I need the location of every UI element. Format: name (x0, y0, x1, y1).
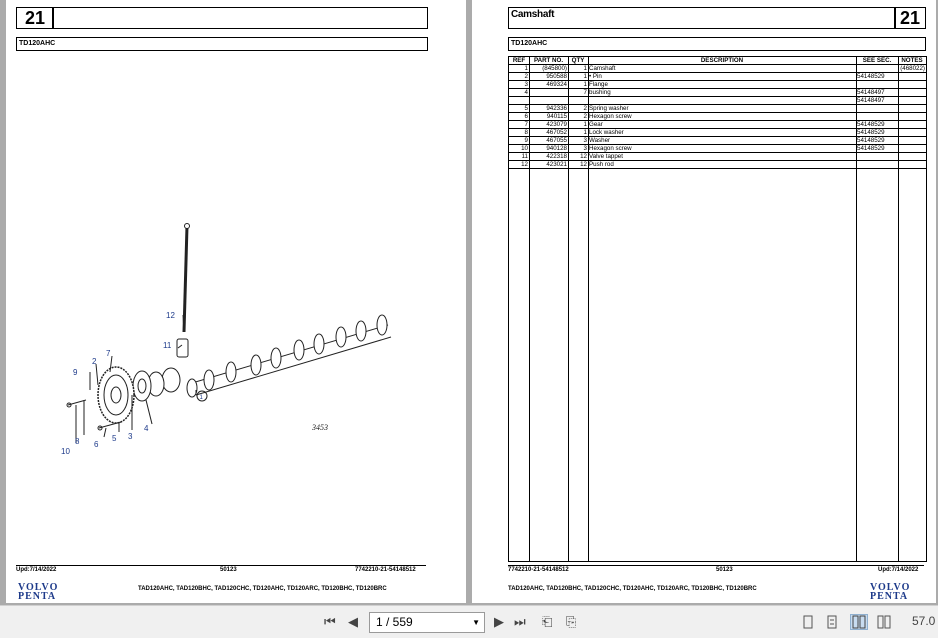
cell-see-sec: 54148529 (856, 129, 898, 137)
model-box (508, 37, 926, 51)
two-page-mode-icon[interactable] (850, 614, 868, 630)
col-part-no: PART NO. (529, 57, 568, 65)
cell-description: Flange (588, 81, 856, 89)
viewer-toolbar (0, 605, 938, 638)
cell-see-sec (856, 161, 898, 169)
cell-qty: 1 (568, 73, 588, 81)
cell-qty: 1 (568, 129, 588, 137)
cell-description: Valve tappet (588, 153, 856, 161)
cell-qty: 3 (568, 137, 588, 145)
cell-part-no: 469324 (529, 81, 568, 89)
cell-see-sec: 54148529 (856, 121, 898, 129)
exploded-diagram (6, 50, 466, 520)
footer-updated: Upd:7/14/2022 (16, 567, 57, 573)
cell-part-no: 422318 (529, 153, 568, 161)
cell-see-sec: 54148497 (856, 97, 898, 105)
footer-doc-no: 50123 (220, 567, 237, 573)
callout-4: 4 (144, 424, 149, 433)
cell-ref: 9 (509, 137, 529, 145)
cell-description: bushing (588, 89, 856, 97)
callout-7: 7 (106, 349, 111, 358)
next-page-icon[interactable]: ▶ (494, 614, 504, 629)
last-page-icon[interactable]: ⏭ (514, 614, 526, 629)
cell-ref: 3 (509, 81, 529, 89)
cell-see-sec: 54148497 (856, 89, 898, 97)
logo-word-penta: PENTA (870, 591, 909, 602)
cell-ref: 1 (509, 65, 529, 73)
cell-description: • Pin (588, 73, 856, 81)
title-box (508, 7, 896, 29)
cell-part-no: 940128 (529, 145, 568, 153)
callout-6: 6 (94, 440, 99, 449)
col-notes: NOTES (898, 57, 926, 65)
table-row (509, 137, 926, 145)
cell-notes: (468022) (898, 65, 926, 73)
table-row (509, 89, 926, 97)
cell-qty: 1 (568, 121, 588, 129)
cell-part-no: 423021 (529, 161, 568, 169)
diagram-code: 3453 (312, 423, 328, 432)
table-row (509, 81, 926, 89)
callout-3: 3 (128, 432, 133, 441)
cell-notes (898, 121, 926, 129)
cell-part-no: 942336 (529, 105, 568, 113)
right-page (472, 0, 936, 603)
cell-description: Hexagon screw (588, 145, 856, 153)
cell-qty: 12 (568, 153, 588, 161)
footer-rule (16, 565, 426, 566)
col-ref: REF (509, 57, 529, 65)
volvo-penta-logo (870, 583, 910, 601)
page-number-box (894, 7, 926, 29)
table-row (509, 129, 926, 137)
cell-notes (898, 129, 926, 137)
cell-notes (898, 105, 926, 113)
cell-description: Camshaft (588, 65, 856, 73)
footer-rule (508, 565, 924, 566)
cell-part-no: 467052 (529, 129, 568, 137)
cell-notes (898, 113, 926, 121)
cell-ref: 4 (509, 89, 529, 97)
table-row (509, 113, 926, 121)
cell-notes (898, 97, 926, 105)
cell-ref: 6 (509, 113, 529, 121)
footer-part-ref: 7742210-21-54148512 (355, 567, 416, 573)
parts-table (508, 56, 927, 562)
logo-word-penta: PENTA (18, 591, 57, 602)
go-forward-icon[interactable]: ⎘ (566, 614, 577, 629)
model-label: TD120AHC (511, 40, 548, 47)
cell-description (588, 97, 856, 105)
page-number: 21 (24, 8, 46, 28)
cell-ref: 7 (509, 121, 529, 129)
table-row (509, 153, 926, 161)
cell-qty (568, 97, 588, 105)
cell-notes (898, 89, 926, 97)
callout-10: 10 (61, 447, 70, 456)
page-number: 21 (899, 8, 921, 28)
callout-11: 11 (163, 341, 172, 350)
cell-notes (898, 145, 926, 153)
table-row (509, 65, 926, 73)
single-page-mode-icon[interactable] (800, 615, 816, 629)
callout-9: 9 (73, 368, 78, 377)
volvo-penta-logo (18, 583, 58, 601)
cell-notes (898, 161, 926, 169)
table-row (509, 161, 926, 169)
cell-ref: 11 (509, 153, 529, 161)
cell-part-no (529, 89, 568, 97)
cell-description: Push rod (588, 161, 856, 169)
logo-word-volvo: VOLVO (18, 582, 59, 593)
chevron-down-icon: ▼ (472, 618, 480, 627)
cell-notes (898, 137, 926, 145)
previous-page-icon[interactable]: ◀ (348, 614, 358, 629)
logo-word-volvo: VOLVO (870, 582, 911, 593)
table-row (509, 145, 926, 153)
cell-qty: 3 (568, 145, 588, 153)
left-page (6, 0, 466, 603)
cell-part-no: 950588 (529, 73, 568, 81)
footer-models: TAD120AHC, TAD120BHC, TAD120CHC, TD120AHC, TD120ARC, TD120BHC, TD120BRC (508, 586, 757, 592)
col-see-sec: SEE SEC. (856, 57, 898, 65)
go-back-icon[interactable]: ⎗ (542, 614, 553, 629)
page-select[interactable] (369, 612, 485, 633)
first-page-icon[interactable]: ⏮ (324, 614, 336, 629)
cell-see-sec (856, 81, 898, 89)
cell-description: Spring washer (588, 105, 856, 113)
callout-2: 2 (92, 357, 97, 366)
footer-updated: Upd:7/14/2022 (878, 567, 919, 573)
col-description: DESCRIPTION (588, 57, 856, 65)
cell-see-sec (856, 113, 898, 121)
cell-description: Gear (588, 121, 856, 129)
cell-qty: 7 (568, 89, 588, 97)
cell-qty: 2 (568, 113, 588, 121)
cell-see-sec (856, 153, 898, 161)
page-number-box (16, 7, 54, 29)
cell-ref (509, 97, 529, 105)
cell-ref: 5 (509, 105, 529, 113)
cell-part-no (529, 97, 568, 105)
callout-8: 8 (75, 437, 80, 446)
table-header (509, 57, 926, 65)
col-qty: QTY (568, 57, 588, 65)
cell-see-sec: 54148529 (856, 137, 898, 145)
page-indicator: 1 / 559 (376, 615, 413, 629)
cell-qty: 12 (568, 161, 588, 169)
cell-notes (898, 81, 926, 89)
callout-1: 1 (199, 395, 203, 401)
cell-see-sec: 54148529 (856, 145, 898, 153)
cell-qty: 1 (568, 65, 588, 73)
table-row (509, 73, 926, 81)
callout-12: 12 (166, 311, 175, 320)
footer-part-ref: 7742210-21-54148512 (508, 567, 569, 573)
cell-ref: 8 (509, 129, 529, 137)
cell-see-sec (856, 105, 898, 113)
cell-ref: 12 (509, 161, 529, 169)
cell-ref: 10 (509, 145, 529, 153)
callout-5: 5 (112, 434, 117, 443)
footer-doc-no: 50123 (716, 567, 733, 573)
title-box (52, 7, 428, 29)
footer-models: TAD120AHC, TAD120BHC, TAD120CHC, TD120AHC, TD120ARC, TD120BHC, TD120BRC (138, 586, 387, 592)
table-row (509, 105, 926, 113)
cell-description: Hexagon screw (588, 113, 856, 121)
continuous-mode-icon[interactable] (824, 615, 840, 629)
table-row (509, 121, 926, 129)
cell-see-sec: 54148529 (856, 73, 898, 81)
cell-description: Lock washer (588, 129, 856, 137)
cell-notes (898, 73, 926, 81)
cell-qty: 1 (568, 81, 588, 89)
cell-part-no: (845800) (529, 65, 568, 73)
cell-part-no: 423079 (529, 121, 568, 129)
model-label: TD120AHC (19, 40, 56, 47)
cell-part-no: 467055 (529, 137, 568, 145)
cell-qty: 2 (568, 105, 588, 113)
cell-description: Washer (588, 137, 856, 145)
page-title: Camshaft (511, 9, 555, 20)
cell-notes (898, 153, 926, 161)
two-page-continuous-icon[interactable] (876, 615, 892, 629)
cell-see-sec (856, 65, 898, 73)
cell-ref: 2 (509, 73, 529, 81)
cell-part-no: 940115 (529, 113, 568, 121)
zoom-level[interactable]: 57.0 (912, 614, 936, 628)
model-box (16, 37, 428, 51)
table-row (509, 97, 926, 105)
